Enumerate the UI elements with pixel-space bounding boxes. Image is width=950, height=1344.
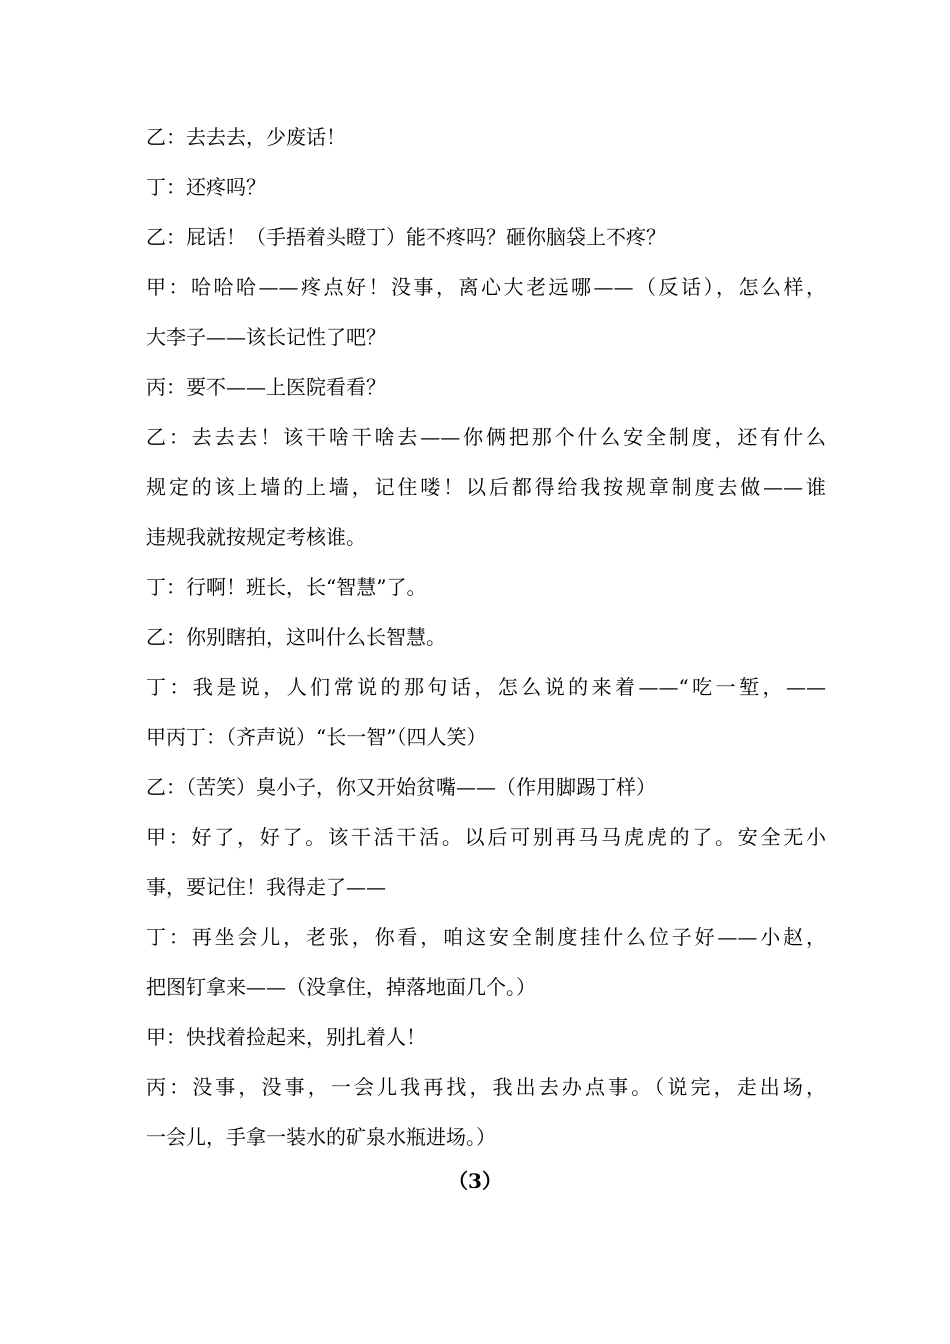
- dialogue-line-5: 大李子——该长记性了吧？: [146, 325, 386, 349]
- dialogue-line-19: 甲：快找着捡起来，别扎着人！: [146, 1025, 426, 1049]
- dialogue-line-8: 规定的该上墙的上墙，记住喽！以后都得给我按规章制度去做——谁: [146, 475, 826, 499]
- dialogue-line-17: 丁：再坐会儿，老张，你看，咱这安全制度挂什么位子好——小赵，: [146, 925, 826, 949]
- dialogue-line-3: 乙：屁话！（手捂着头瞪丁）能不疼吗？砸你脑袋上不疼？: [146, 225, 666, 249]
- dialogue-line-12: 丁：我是说，人们常说的那句话，怎么说的来着——“吃一堑，——: [146, 675, 826, 699]
- dialogue-line-15: 甲：好了，好了。该干活干活。以后可别再马马虎虎的了。安全无小: [146, 825, 826, 849]
- page-number: （3）: [448, 1169, 502, 1193]
- dialogue-line-7: 乙：去去去！该干啥干啥去——你俩把那个什么安全制度，还有什么: [146, 425, 826, 449]
- dialogue-line-4: 甲：哈哈哈——疼点好！没事，离心大老远哪——（反话），怎么样，: [146, 275, 826, 299]
- dialogue-line-11: 乙：你别瞎拍，这叫什么长智慧。: [146, 625, 446, 649]
- dialogue-line-16: 事，要记住！我得走了——: [146, 875, 386, 899]
- dialogue-line-13: 甲丙丁：（齐声说）“长一智”（四人笑）: [146, 725, 487, 749]
- dialogue-line-6: 丙：要不——上医院看看？: [146, 375, 386, 399]
- dialogue-line-2: 丁：还疼吗？: [146, 175, 266, 199]
- dialogue-line-10: 丁：行啊！班长，长“智慧”了。: [146, 575, 427, 599]
- dialogue-line-18: 把图钉拿来——（没拿住，掉落地面几个。）: [146, 975, 536, 999]
- dialogue-line-9: 违规我就按规定考核谁。: [146, 525, 366, 549]
- dialogue-line-20: 丙：没事，没事，一会儿我再找，我出去办点事。（说完，走出场，: [146, 1075, 826, 1099]
- dialogue-line-21: 一会儿，手拿一装水的矿泉水瓶进场。）: [146, 1125, 496, 1149]
- dialogue-line-14: 乙：（苦笑）臭小子，你又开始贫嘴——（作用脚踢丁样）: [146, 775, 656, 799]
- dialogue-line-1: 乙：去去去，少废话！: [146, 125, 346, 149]
